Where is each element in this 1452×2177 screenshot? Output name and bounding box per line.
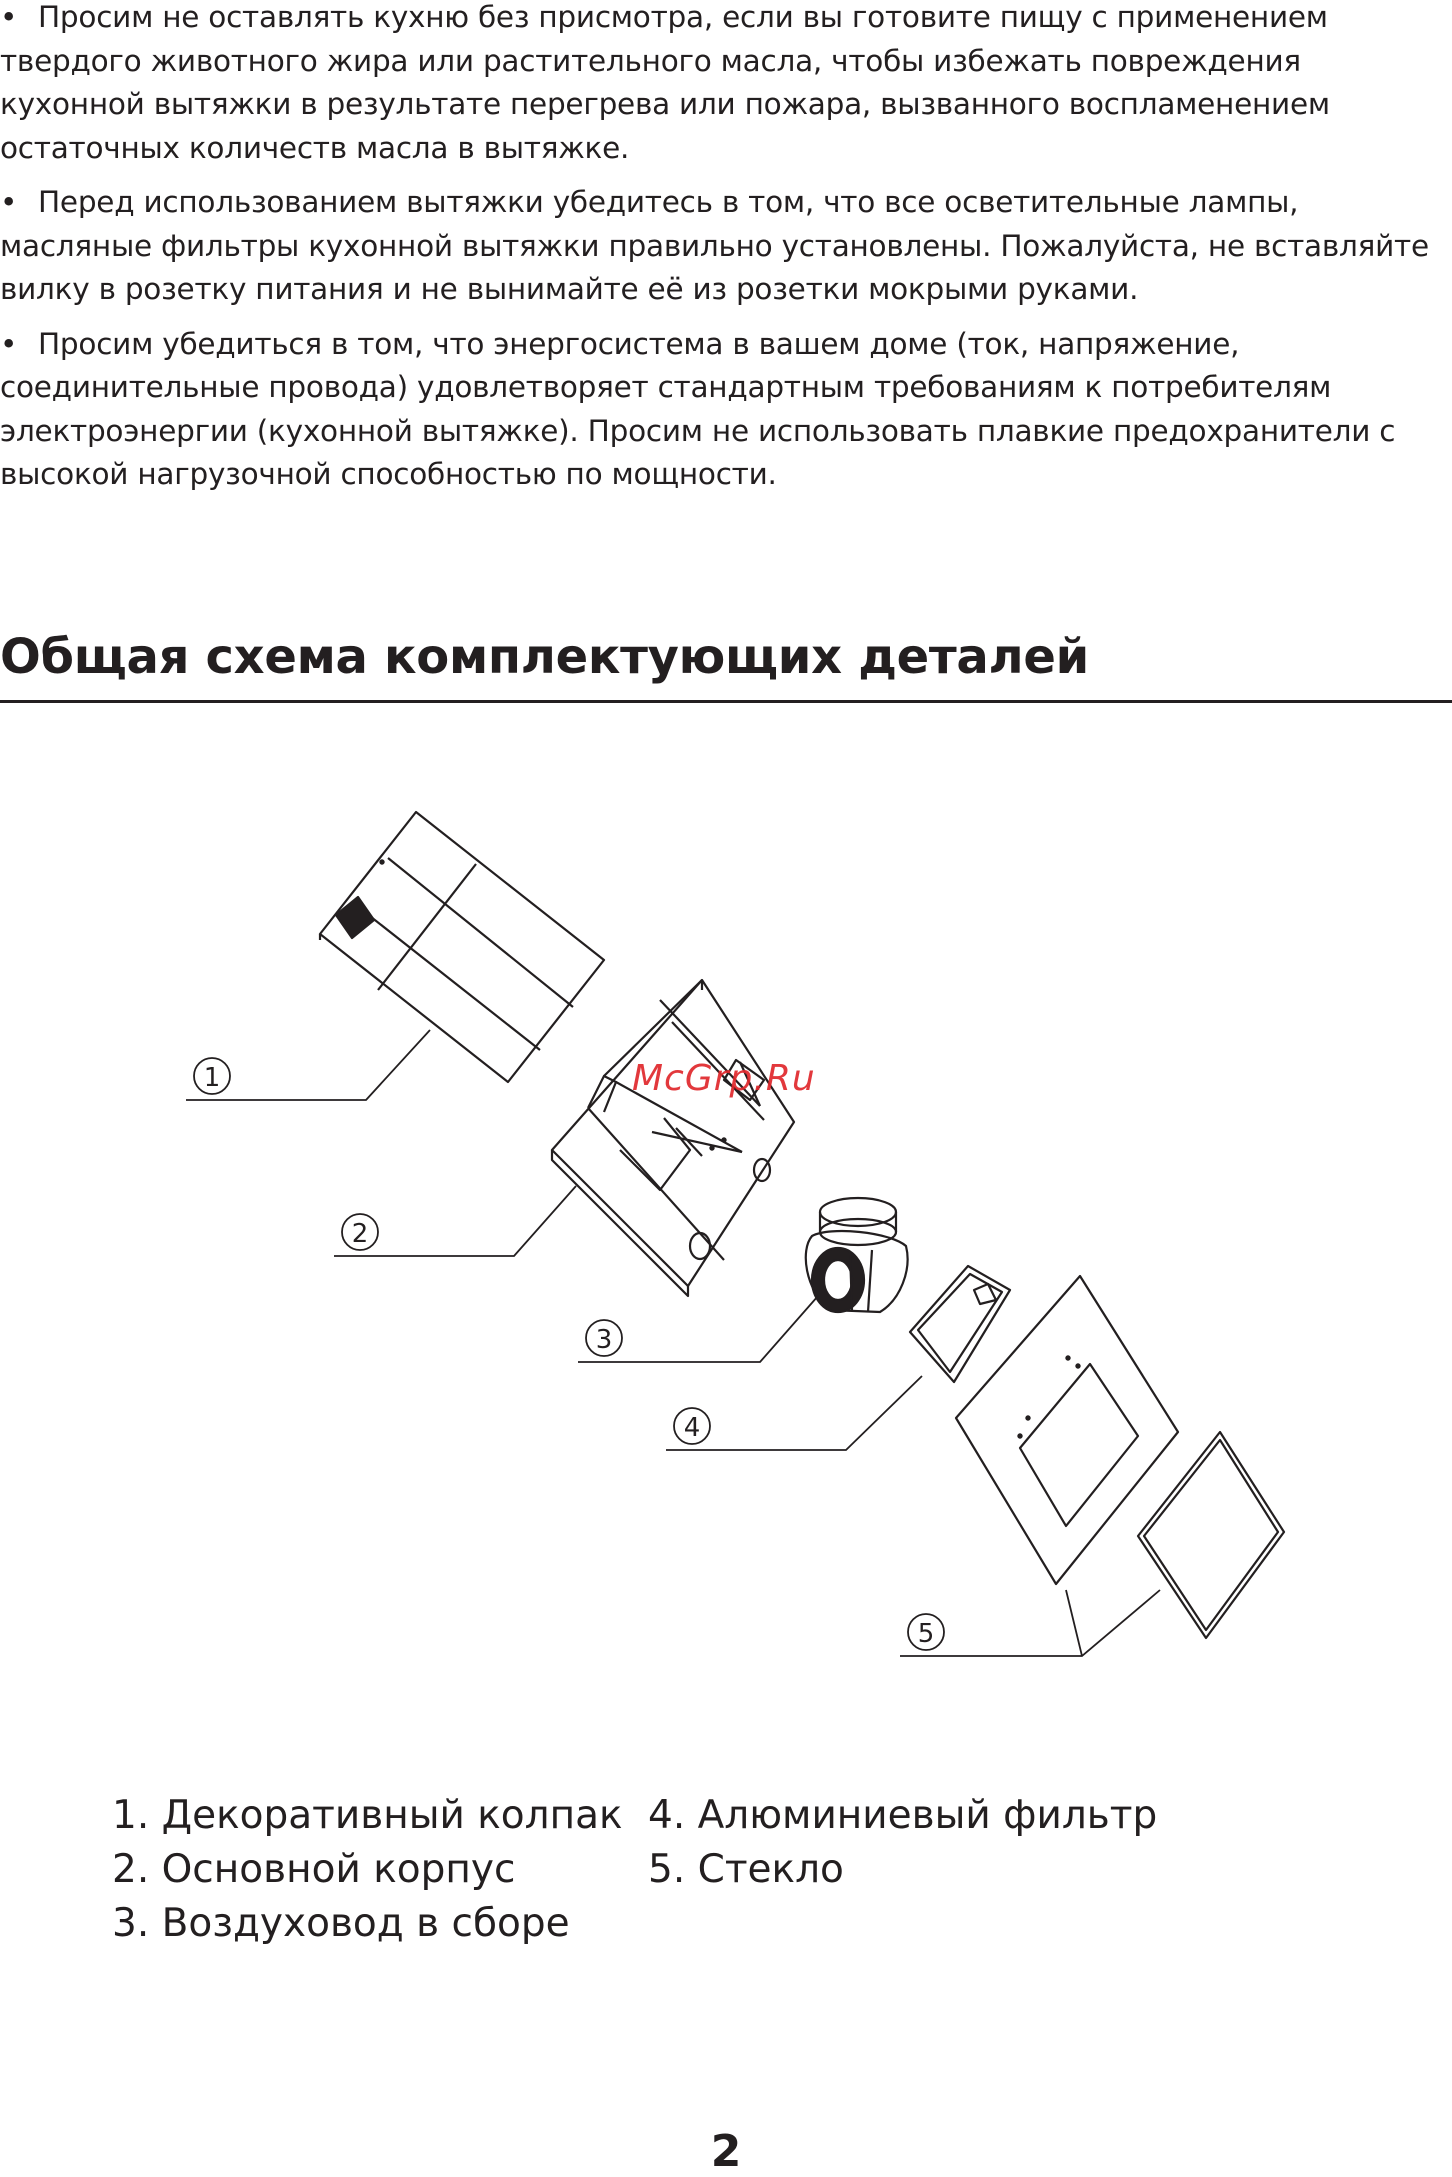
legend-item-1: 1. Декоративный колпак [112, 1793, 623, 1838]
callout-5 [908, 1614, 944, 1650]
section-title: Общая схема комплектующих деталей [0, 629, 1089, 685]
bullet-3-line-1: Просим убедиться в том, что энергосистема в вашем доме (ток, напряжение, [38, 326, 1240, 361]
legend-item-4: 4. Алюминиевый фильтр [648, 1793, 1158, 1838]
callout-4 [674, 1408, 710, 1444]
bullet-3-line-4: высокой нагрузочной способностью по мощности. [0, 457, 777, 491]
bullet-2-line-2: масляные фильтры кухонной вытяжки правильно установлены. Пожалуйста, не вставляйте [0, 228, 1429, 263]
bullet-3-line-3: электроэнергии (кухонной вытяжке). Просим не использовать плавкие предохранители с [0, 413, 1396, 448]
callout-2-label: 2 [351, 1219, 369, 1249]
main-body-drawing [552, 980, 794, 1296]
aluminum-filter-drawing [910, 1266, 1010, 1382]
section-divider [0, 700, 1452, 703]
bullet-2-line-1: Перед использованием вытяжки убедитесь в том, что все осветительные лампы, [38, 185, 1299, 219]
bullet-2-line-3: вилку в розетку питания и не вынимайте её из розетки мокрыми руками. [0, 272, 1139, 306]
callout-1-label: 1 [203, 1063, 221, 1093]
bullet-1-line-4: остаточных количеств масла в вытяжке. [0, 130, 630, 165]
callout-leaders [186, 1030, 1160, 1656]
bullet-dot: • [0, 185, 18, 219]
duct-assembly-drawing [806, 1198, 908, 1312]
glass-panel-drawing [956, 1276, 1284, 1638]
safety-bullets [0, 0, 1445, 508]
bullet-3 [0, 323, 1445, 497]
bullet-1-line-1: Просим не оставлять кухню без присмотра, если вы готовите пищу с применением [38, 0, 1328, 34]
bullet-1-line-2: твердого животного жира или растительного масла, чтобы избежать повреждения [0, 43, 1301, 78]
legend-item-5: 5. Стекло [648, 1847, 844, 1892]
legend-right-column [648, 1789, 1157, 1897]
bullet-1-line-3: кухонной вытяжки в результате перегрева или пожара, вызванного воспламенением [0, 87, 1330, 121]
bullet-dot: • [0, 0, 18, 34]
legend-left-column [112, 1789, 623, 1951]
exploded-parts-diagram [0, 740, 1452, 1680]
legend-item-3: 3. Воздуховод в сборе [112, 1901, 570, 1946]
watermark: McGrp.Ru [632, 1058, 816, 1099]
bullet-2 [0, 181, 1445, 312]
bullet-1 [0, 0, 1445, 170]
bullet-dot: • [0, 326, 18, 361]
callout-4-label: 4 [683, 1413, 701, 1443]
callout-1 [194, 1058, 230, 1094]
legend-item-2: 2. Основной корпус [112, 1847, 516, 1892]
callout-5-label: 5 [917, 1619, 935, 1649]
bullet-3-line-2: соединительные провода) удовлетворяет стандартным требованиям к потребителям [0, 370, 1332, 404]
callout-3-label: 3 [595, 1325, 613, 1355]
decorative-cap-drawing [320, 812, 604, 1082]
callout-3 [586, 1320, 622, 1356]
page-number: 2 [710, 2126, 742, 2177]
callout-2 [342, 1214, 378, 1250]
